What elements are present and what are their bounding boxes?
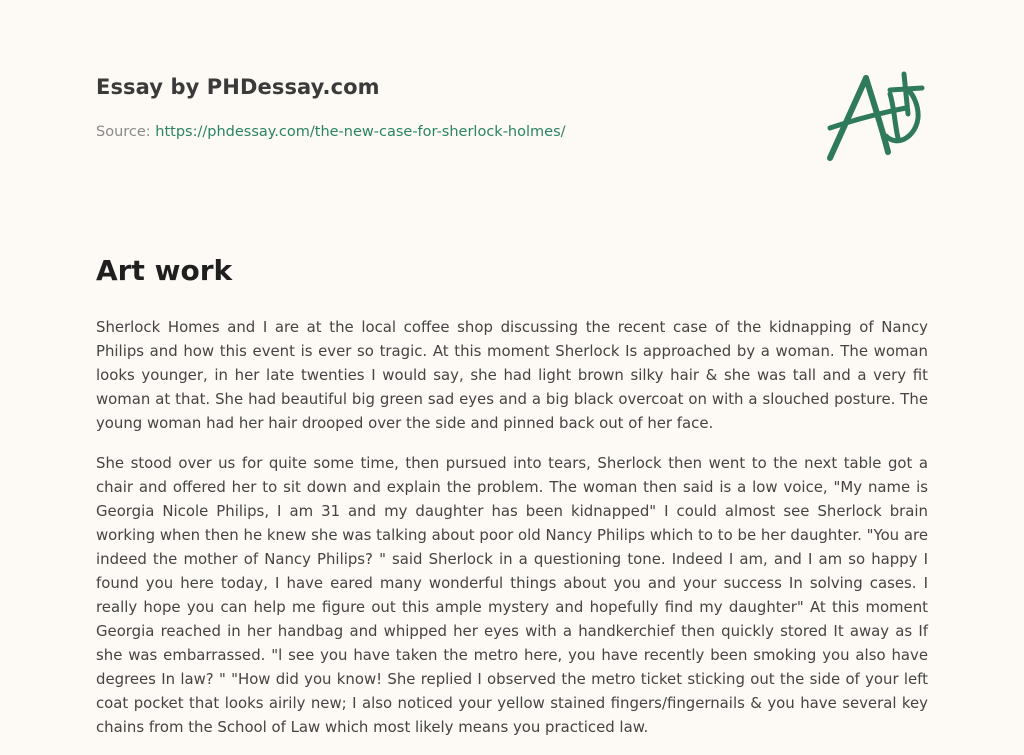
a-plus-logo-icon [824,66,928,166]
article-title: Art work [96,254,233,287]
site-title: Essay by PHDessay.com [96,75,380,99]
source-link[interactable]: https://phdessay.com/the-new-case-for-sherlock-holmes/ [155,124,566,140]
source-line [96,124,566,140]
page-header [96,0,928,200]
article-body [96,315,928,755]
source-label: Source: [96,124,156,140]
paragraph: She stood over us for quite some time, then pursued into tears, Sherlock then went to the next table got a chair and offered her to sit down and explain the problem. The woman then said is a low voice, "My name is Georgia Nicole Philips, I am 31 and my daughter has been kidnapped" I could almost see Sherlock brain working when then he knew she was talking about poor old Nancy Philips which to to be her daughter. "You are indeed the mother of Nancy Philips? " said Sherlock in a questioning tone. Indeed I am, and I am so happy I found you here today, I have eared many wonderful things about you and your success In solving cases. I really hope you can help me figure out this ample mystery and hopefully find my daughter" At this moment Georgia reached in her handbag and whipped her eyes with a handkerchief then quickly stored It away as If she was embarrassed. "l see you have taken the metro here, you have recently been smoking you also have degrees In law? " "How did you know! She replied I observed the metro ticket sticking out the side of your left coat pocket that looks airily new; I also noticed your yellow stained fingers/fingernails & you have several key chains from the School of Law which most likely means you practiced law. [96,454,928,736]
paragraph: Sherlock Homes and I are at the local coffee shop discussing the recent case of the kidnapping of Nancy Philips and how this event is ever so tragic. At this moment Sherlock Is approached by a woman. The woman looks younger, in her late twenties I would say, she had light brown silky hair & she was tall and a very fit woman at that. She had beautiful big green sad eyes and a big black overcoat on with a slouched posture. The young woman had her hair drooped over the side and pinned back out of her face. [96,318,928,432]
